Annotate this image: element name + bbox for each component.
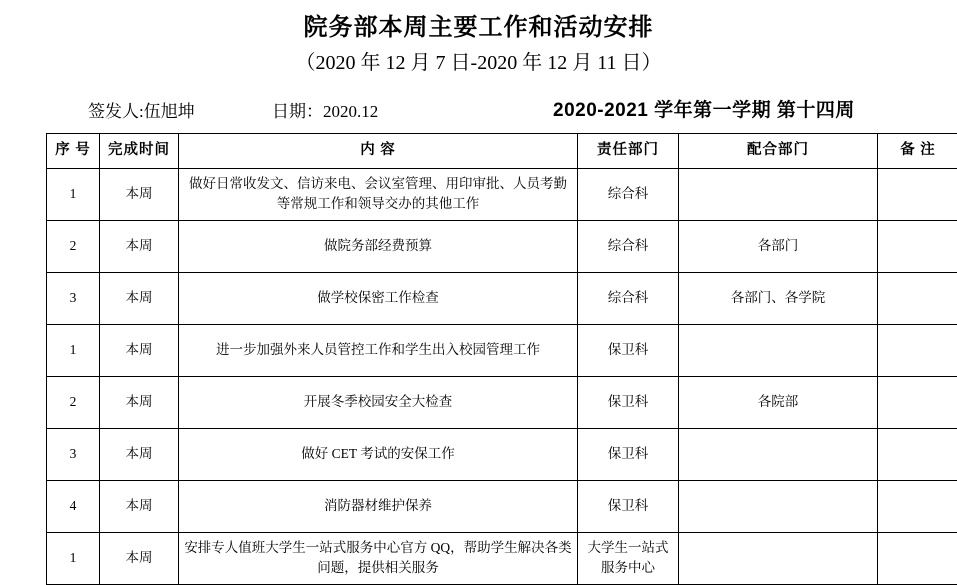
date-label: 日期：2020.12 bbox=[272, 97, 378, 122]
cell-time: 本周 bbox=[100, 532, 179, 584]
cell-no: 2 bbox=[47, 220, 100, 272]
cell-time: 本周 bbox=[100, 324, 179, 376]
cell-coop bbox=[679, 480, 878, 532]
column-header-coop: 配合部门 bbox=[679, 133, 878, 168]
cell-remark bbox=[878, 168, 957, 220]
cell-dept: 综合科 bbox=[578, 272, 679, 324]
column-header-dept: 责任部门 bbox=[578, 133, 679, 168]
cell-dept: 保卫科 bbox=[578, 480, 679, 532]
cell-no: 2 bbox=[47, 376, 100, 428]
column-header-time: 完成时间 bbox=[100, 133, 179, 168]
cell-remark bbox=[878, 324, 957, 376]
cell-no: 3 bbox=[47, 272, 100, 324]
cell-time: 本周 bbox=[100, 168, 179, 220]
cell-coop: 各部门、各学院 bbox=[679, 272, 878, 324]
cell-no: 4 bbox=[47, 480, 100, 532]
cell-time: 本周 bbox=[100, 376, 179, 428]
cell-content: 做好 CET 考试的安保工作 bbox=[179, 428, 578, 480]
cell-dept: 综合科 bbox=[578, 220, 679, 272]
column-header-no: 序 号 bbox=[47, 133, 100, 168]
cell-remark bbox=[878, 376, 957, 428]
table-row bbox=[47, 428, 957, 480]
cell-time: 本周 bbox=[100, 428, 179, 480]
cell-remark bbox=[878, 428, 957, 480]
table-header-row bbox=[47, 133, 957, 168]
cell-coop bbox=[679, 428, 878, 480]
cell-coop bbox=[679, 324, 878, 376]
schedule-table bbox=[46, 133, 957, 585]
table-row bbox=[47, 376, 957, 428]
cell-remark bbox=[878, 220, 957, 272]
cell-remark bbox=[878, 480, 957, 532]
document-page bbox=[0, 14, 957, 559]
cell-content: 做好日常收发文、信访来电、会议室管理、用印审批、人员考勤等常规工作和领导交办的其他工作 bbox=[179, 168, 578, 220]
cell-dept: 保卫科 bbox=[578, 324, 679, 376]
cell-time: 本周 bbox=[100, 480, 179, 532]
cell-remark bbox=[878, 272, 957, 324]
page-title: 院务部本周主要工作和活动安排 bbox=[0, 14, 957, 43]
document-meta bbox=[0, 97, 957, 127]
cell-remark bbox=[878, 532, 957, 584]
table-row bbox=[47, 220, 957, 272]
issuer-label: 签发人:伍旭坤 bbox=[88, 97, 195, 122]
cell-no: 1 bbox=[47, 168, 100, 220]
cell-no: 1 bbox=[47, 532, 100, 584]
table-body bbox=[47, 168, 957, 584]
cell-content: 消防器材维护保养 bbox=[179, 480, 578, 532]
cell-time: 本周 bbox=[100, 272, 179, 324]
column-header-remark: 备 注 bbox=[878, 133, 957, 168]
table-row bbox=[47, 168, 957, 220]
cell-content: 做院务部经费预算 bbox=[179, 220, 578, 272]
table-row bbox=[47, 532, 957, 584]
cell-dept: 保卫科 bbox=[578, 428, 679, 480]
column-header-content: 内 容 bbox=[179, 133, 578, 168]
cell-content: 进一步加强外来人员管控工作和学生出入校园管理工作 bbox=[179, 324, 578, 376]
cell-dept: 综合科 bbox=[578, 168, 679, 220]
cell-coop bbox=[679, 168, 878, 220]
cell-dept: 保卫科 bbox=[578, 376, 679, 428]
cell-content: 安排专人值班大学生一站式服务中心官方 QQ，帮助学生解决各类问题，提供相关服务 bbox=[179, 532, 578, 584]
page-subtitle: （2020 年 12 月 7 日-2020 年 12 月 11 日） bbox=[0, 51, 957, 75]
table-row bbox=[47, 480, 957, 532]
cell-coop: 各部门 bbox=[679, 220, 878, 272]
table-row bbox=[47, 272, 957, 324]
cell-coop bbox=[679, 532, 878, 584]
cell-no: 3 bbox=[47, 428, 100, 480]
cell-content: 做学校保密工作检查 bbox=[179, 272, 578, 324]
cell-content: 开展冬季校园安全大检查 bbox=[179, 376, 578, 428]
cell-coop: 各院部 bbox=[679, 376, 878, 428]
table-row bbox=[47, 324, 957, 376]
cell-time: 本周 bbox=[100, 220, 179, 272]
cell-no: 1 bbox=[47, 324, 100, 376]
term-label: 2020-2021 学年第一学期 第十四周 bbox=[553, 95, 855, 122]
table-header bbox=[47, 133, 957, 168]
cell-dept: 大学生一站式服务中心 bbox=[578, 532, 679, 584]
